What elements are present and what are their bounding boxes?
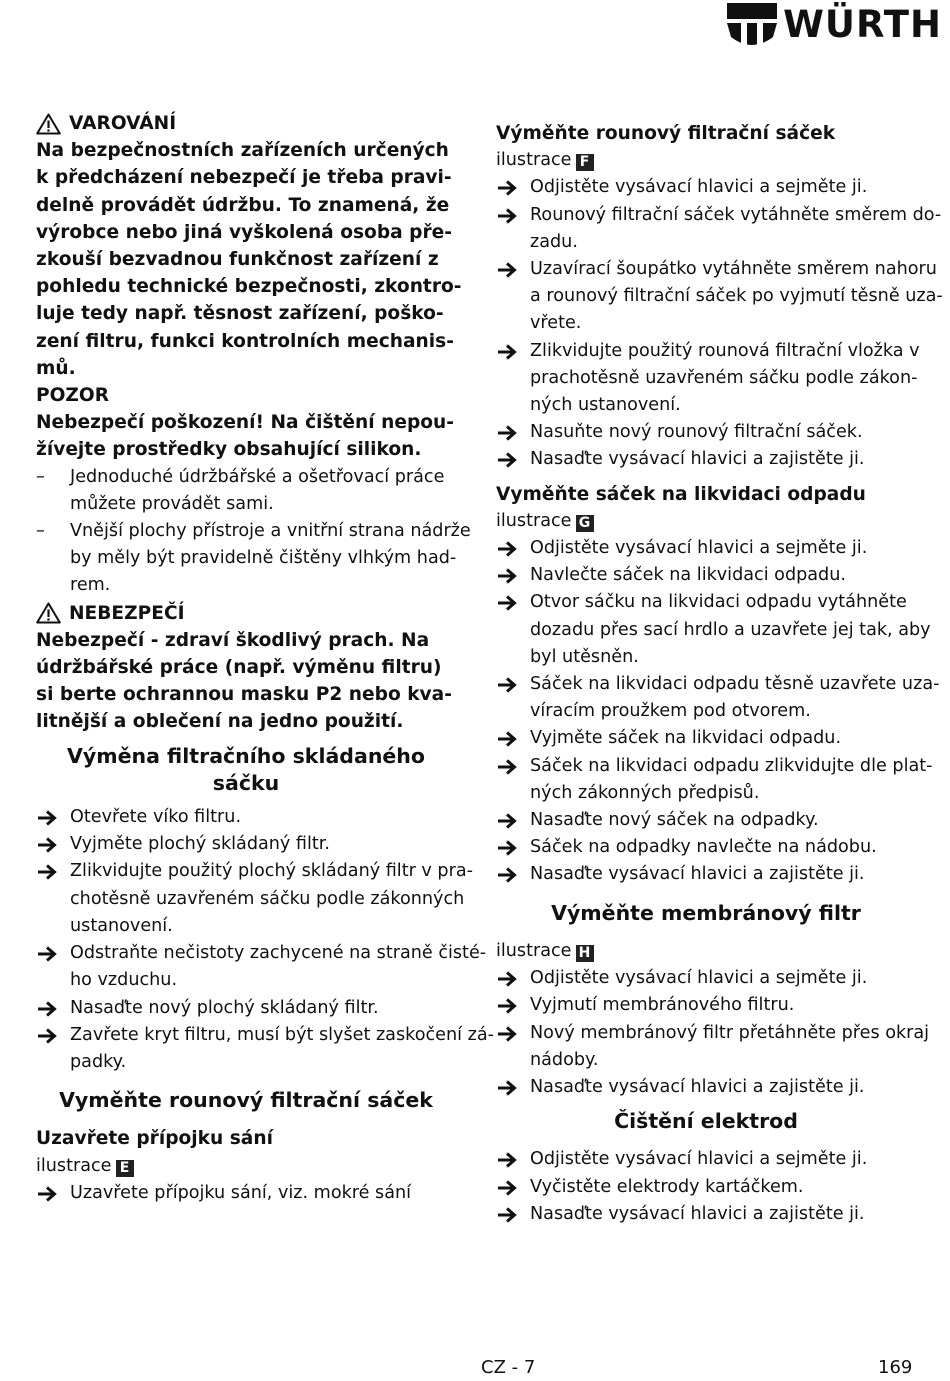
arrow-right-icon bbox=[496, 256, 530, 338]
section-code: CZ - 7 bbox=[481, 1357, 536, 1378]
arrow-right-icon bbox=[496, 992, 530, 1019]
list-item-line: padky. bbox=[70, 1051, 127, 1072]
list-item-line: ustanovení. bbox=[70, 915, 173, 936]
warning-heading bbox=[36, 110, 456, 137]
list-item-line: Otevřete víko filtru. bbox=[70, 807, 242, 828]
list-item-line: prachotěsně uzavřeném sáčku podle zákon- bbox=[530, 367, 918, 388]
list-item-line: ných zákonných předpisů. bbox=[530, 782, 760, 803]
warning-line: zení filtru, funkci kontrolních mechanis- bbox=[36, 330, 454, 352]
list-item-line: Jednoduché údržbářské a ošetřovací práce bbox=[70, 466, 445, 487]
list-item bbox=[496, 1146, 916, 1173]
arrow-right-icon bbox=[36, 1022, 70, 1076]
list-item bbox=[496, 992, 916, 1019]
arrow-right-icon bbox=[496, 446, 530, 473]
list-item bbox=[496, 1074, 916, 1101]
list-item-line: Sáček na odpadky navlečte na nádobu. bbox=[530, 837, 877, 858]
list-item-line: nádoby. bbox=[530, 1049, 599, 1070]
arrow-right-icon bbox=[496, 965, 530, 992]
warning-line: zkouší bezvadnou funkčnost zařízení z bbox=[36, 249, 439, 271]
warning-text bbox=[36, 137, 462, 382]
arrow-right-icon bbox=[496, 1074, 530, 1101]
list-item bbox=[496, 174, 916, 201]
arrow-right-icon bbox=[36, 804, 70, 831]
danger-line: údržbářské práce (např. výměnu filtru) bbox=[36, 657, 442, 679]
arrow-right-icon bbox=[36, 858, 70, 940]
list-item-line: Zavřete kryt filtru, musí být slyšet zaskočení zá- bbox=[70, 1024, 494, 1045]
list-item-line: Nasaďte nový plochý skládaný filtr. bbox=[70, 997, 379, 1018]
list-item bbox=[496, 834, 916, 861]
list-item bbox=[36, 518, 471, 600]
list-item bbox=[36, 464, 456, 518]
list-item-line: Nasuňte nový rounový filtrační sáček. bbox=[530, 422, 863, 443]
wurth-logo-mark-icon bbox=[727, 3, 777, 47]
arrow-right-icon bbox=[496, 174, 530, 201]
list-item-line: Sáček na likvidaci odpadu zlikvidujte dle plat- bbox=[530, 755, 933, 776]
arrow-right-icon bbox=[496, 1174, 530, 1201]
list-item-line: Odjistěte vysávací hlavici a sejměte ji. bbox=[530, 538, 868, 559]
list-item bbox=[496, 1020, 930, 1074]
arrow-right-icon bbox=[496, 834, 530, 861]
warning-title: VAROVÁNÍ bbox=[69, 113, 177, 134]
list-item-line: Odjistěte vysávací hlavici a sejměte ji. bbox=[530, 1149, 868, 1170]
list-item bbox=[496, 202, 942, 256]
danger-line: Nebezpečí - zdraví škodlivý prach. Na bbox=[36, 629, 430, 651]
list-item-line: byl utěsněn. bbox=[530, 646, 639, 667]
illustration-label: ilustrace bbox=[36, 1155, 112, 1176]
section-heading: Čištění elektrod bbox=[614, 1109, 798, 1134]
list-item-line: Vyjměte plochý skládaný filtr. bbox=[70, 834, 330, 855]
list-item-line: Vyjmutí membránového filtru. bbox=[530, 995, 795, 1016]
list-item-line: Navlečte sáček na likvidaci odpadu. bbox=[530, 565, 846, 586]
list-item bbox=[496, 446, 916, 473]
list-item-line: vřete. bbox=[530, 313, 582, 334]
list-item-line: a rounový filtrační sáček po vyjmutí těsně uza- bbox=[530, 286, 943, 307]
list-item-line: Otvor sáčku na likvidaci odpadu vytáhněte bbox=[530, 592, 907, 613]
list-item-line: dozadu přes sací hrdlo a uzavřete jej tak, aby bbox=[530, 619, 931, 640]
list-item-line: chotěsně uzavřeném sáčku podle zákonných bbox=[70, 888, 465, 909]
list-item bbox=[36, 1180, 456, 1207]
danger-heading bbox=[36, 600, 456, 627]
arrow-right-icon bbox=[496, 753, 530, 807]
section-heading: sáčku bbox=[212, 770, 280, 795]
list-item bbox=[496, 419, 916, 446]
list-item-line: Nasaďte vysávací hlavici a zajistěte ji. bbox=[530, 1203, 865, 1224]
list-item bbox=[36, 995, 456, 1022]
arrow-right-icon bbox=[496, 1020, 530, 1074]
list-item bbox=[496, 861, 916, 888]
list-item-line: Nasaďte vysávací hlavici a zajistěte ji. bbox=[530, 864, 865, 885]
list-item-line: Odjistěte vysávací hlavici a sejměte ji. bbox=[530, 177, 868, 198]
list-item-line: rem. bbox=[70, 575, 111, 596]
list-item-line: zadu. bbox=[530, 231, 578, 252]
arrow-right-icon bbox=[496, 535, 530, 562]
warning-line: mů. bbox=[36, 357, 76, 379]
list-item-line: Zlikvidujte použitý plochý skládaný filtr v pra- bbox=[70, 861, 473, 882]
warning-line: výrobce nebo jiná vyškolená osoba pře- bbox=[36, 221, 452, 243]
list-item-line: Odjistěte vysávací hlavici a sejměte ji. bbox=[530, 968, 868, 989]
list-item-line: víracím proužkem pod otvorem. bbox=[530, 701, 811, 722]
illustration-label: ilustrace bbox=[496, 510, 572, 531]
list-item bbox=[496, 725, 916, 752]
arrow-right-icon bbox=[36, 831, 70, 858]
warning-line: Na bezpečnostních zařízeních určených bbox=[36, 140, 449, 162]
warning-line: luje tedy např. těsnost zařízení, poško- bbox=[36, 303, 444, 325]
arrow-right-icon bbox=[496, 419, 530, 446]
arrow-right-icon bbox=[496, 725, 530, 752]
list-item-line: Zlikvidujte použitý rounová filtrační vložka v bbox=[530, 340, 920, 361]
list-item-line: ných ustanovení. bbox=[530, 395, 681, 416]
warning-line: k předcházení nebezpečí je třeba pravi- bbox=[36, 167, 452, 189]
warning-line: delně provádět údržbu. To znamená, že bbox=[36, 194, 450, 216]
subsection-heading: Výměňte rounový filtrační sáček bbox=[496, 123, 836, 144]
left-column bbox=[36, 110, 494, 1207]
arrow-right-icon bbox=[496, 1201, 530, 1228]
list-item bbox=[496, 671, 940, 725]
arrow-right-icon bbox=[496, 1146, 530, 1173]
list-item-line: Nasaďte vysávací hlavici a zajistěte ji. bbox=[530, 449, 865, 470]
list-item bbox=[36, 831, 456, 858]
illustration-letter: H bbox=[576, 945, 594, 962]
section-heading: Vyměňte rounový filtrační sáček bbox=[59, 1088, 433, 1113]
illustration-letter: E bbox=[116, 1160, 134, 1177]
list-item-line: Nasaďte nový sáček na odpadky. bbox=[530, 810, 819, 831]
list-item bbox=[36, 804, 456, 831]
danger-line: si berte ochrannou masku P2 nebo kva- bbox=[36, 684, 452, 706]
list-item-line: Vyčistěte elektrody kartáčkem. bbox=[530, 1176, 804, 1197]
section-heading: Výměna filtračního skládaného bbox=[67, 743, 425, 768]
danger-title: NEBEZPEČÍ bbox=[69, 602, 185, 624]
list-item bbox=[496, 753, 933, 807]
list-item-line: Vyjměte sáček na likvidaci odpadu. bbox=[530, 728, 842, 749]
list-item bbox=[496, 589, 931, 671]
caution-title: POZOR bbox=[36, 385, 110, 407]
list-item bbox=[36, 940, 487, 994]
list-item-line: by měly být pravidelně čištěny vlhkým had- bbox=[70, 548, 457, 569]
list-item-line: Odstraňte nečistoty zachycené na straně čisté- bbox=[70, 943, 487, 964]
subsection-heading: Uzavřete přípojku sání bbox=[36, 1128, 273, 1150]
list-item bbox=[496, 807, 916, 834]
dash-bullet: – bbox=[36, 466, 45, 487]
right-column bbox=[496, 120, 943, 1228]
list-item bbox=[496, 965, 916, 992]
arrow-right-icon bbox=[496, 671, 530, 725]
list-item bbox=[496, 1201, 916, 1228]
illustration-ref bbox=[496, 147, 916, 174]
list-item bbox=[36, 858, 473, 940]
illustration-ref bbox=[36, 1153, 456, 1180]
illustration-label: ilustrace bbox=[496, 150, 572, 171]
wurth-logo bbox=[727, 2, 942, 48]
list-item bbox=[496, 256, 943, 338]
list-item-line: Rounový filtrační sáček vytáhněte směrem do- bbox=[530, 204, 942, 225]
list-item-line: ho vzduchu. bbox=[70, 970, 178, 991]
list-item bbox=[496, 338, 920, 420]
illustration-ref bbox=[496, 508, 916, 535]
list-item-line: Uzavřete přípojku sání, viz. mokré sání bbox=[70, 1182, 412, 1203]
list-item-line: Vnější plochy přístroje a vnitřní strana nádrže bbox=[70, 521, 471, 542]
arrow-right-icon bbox=[496, 202, 530, 256]
arrow-right-icon bbox=[36, 1180, 70, 1207]
arrow-right-icon bbox=[496, 338, 530, 420]
list-item-line: Nasaďte vysávací hlavici a zajistěte ji. bbox=[530, 1076, 865, 1097]
arrow-right-icon bbox=[36, 995, 70, 1022]
illustration-letter: G bbox=[576, 515, 594, 532]
arrow-right-icon bbox=[496, 807, 530, 834]
dash-bullet: – bbox=[36, 521, 45, 542]
subsection-heading: Vyměňte sáček na likvidaci odpadu bbox=[496, 483, 866, 505]
list-item-line: Sáček na likvidaci odpadu těsně uzavřete uza- bbox=[530, 674, 940, 695]
danger-line: litnější a oblečení na jedno použití. bbox=[36, 711, 404, 733]
list-item-line: Uzavírací šoupátko vytáhněte směrem nahoru bbox=[530, 259, 937, 280]
list-item bbox=[496, 1174, 916, 1201]
list-item bbox=[36, 1022, 494, 1076]
brand-name: WÜRTH bbox=[783, 3, 942, 46]
list-item bbox=[496, 562, 916, 589]
caution-line: žívejte prostředky obsahující silikon. bbox=[36, 439, 422, 461]
arrow-right-icon bbox=[496, 861, 530, 888]
arrow-right-icon bbox=[496, 589, 530, 671]
illustration-label: ilustrace bbox=[496, 940, 572, 961]
warning-triangle-icon bbox=[36, 602, 61, 624]
warning-triangle-icon bbox=[36, 113, 61, 135]
list-item bbox=[496, 535, 916, 562]
arrow-right-icon bbox=[496, 562, 530, 589]
list-item-line: Nový membránový filtr přetáhněte přes okraj bbox=[530, 1022, 930, 1043]
arrow-right-icon bbox=[36, 940, 70, 994]
section-heading: Výměňte membránový filtr bbox=[551, 900, 861, 925]
list-item-line: můžete provádět sami. bbox=[70, 493, 274, 514]
illustration-letter: F bbox=[576, 154, 594, 171]
caution-line: Nebezpečí poškození! Na čištění nepou- bbox=[36, 412, 455, 434]
warning-line: pohledu technické bezpečnosti, zkontro- bbox=[36, 276, 462, 298]
page-number: 169 bbox=[878, 1357, 913, 1378]
illustration-ref bbox=[496, 938, 916, 965]
